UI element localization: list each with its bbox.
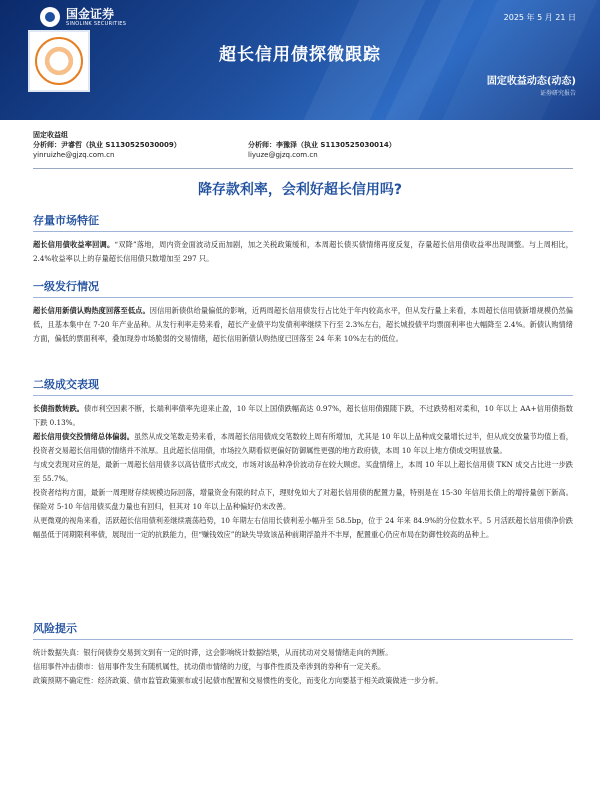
paragraph-text: 债市利空因素不断，长端利率债率先迎来止盈，10 年以上国债跌幅高达 0.97%，超长信用债跟随下跌，不过跌势相对柔和，10 年以上 AA+信用债指数下跌 0.13%。: [33, 404, 573, 427]
paragraph: [33, 304, 573, 346]
paragraph-text: “双降”落地，周内资金面波动反而加剧，加之关税政策缓和，本周超长债买债情绪再度反复，存量超长信用债收益率出现调整。与上周相比，2.4%收益率以上的存量超长信用债只数增加至 297 只。: [33, 240, 573, 263]
paragraph: 政策预期不确定性：经济政策、债市监管政策颁布或引起债市配置和交易惯性的变化，而变化方向要基于相关政策做进一步分析。: [33, 676, 443, 685]
section-heading: 二级成交表现: [33, 376, 573, 396]
paragraph: 与成交表现对应的是，最新一周超长信用债多以高估值形式成交，市场对该品种净价波动存在较大顾虑。买盘情绪上，本周 10 年以上超长信用债 TKN 成交占比进一步跌至 55.7%。: [33, 460, 573, 483]
article-title: 降存款利率，会利好超长信用吗?: [197, 182, 403, 198]
report-series-title: 超长信用债探微跟踪: [219, 45, 381, 65]
logo-name-cn: 国金证券: [66, 6, 115, 21]
section-primary-issuance: [33, 278, 573, 346]
paragraph-text: 因信用新债供给量偏低的影响，近两周超长信用债发行占比处于年内较高水平，但从发行量上来看，本周超长信用债新增规模仍然偏低，且基本集中在 7-20 年产业品种。从发行利率走势来看，超长产业债平均发债利率继续下行至 2.3%左右，超长城投债平均票面利率也大幅降至 2.4%。新债认购情绪方面，偏低的票面利率，叠加现券市场脆弱的交易情绪，超长信用新债认购热度已回落至 24 年来 10%左右的低位。: [33, 306, 573, 343]
author-block: [33, 130, 573, 160]
section-secondary-trading: [33, 376, 573, 542]
analyst-2: 分析师：李豫泽（执业 S1130525030014）: [248, 141, 396, 149]
report-category: 固定收益动态(动态): [486, 76, 576, 87]
section-heading: 一级发行情况: [33, 278, 573, 298]
paragraph-lead: 超长信用新债认购热度回落至低点。: [33, 306, 150, 315]
report-date: 2025 年 5 月 21 日: [503, 13, 576, 22]
analyst-1: 分析师：尹睿哲（执业 S1130525030009）: [33, 141, 181, 149]
header-banner: [0, 0, 600, 120]
analyst-1-email[interactable]: yinruizhe@gjzq.com.cn: [33, 151, 115, 159]
paragraph-lead: 长债指数转跌。: [33, 404, 84, 413]
team-name: 固定收益组: [33, 131, 68, 139]
section-stock-market: [33, 212, 573, 266]
paragraph-lead: 超长信用债收益率回调。: [33, 240, 115, 249]
paragraph: [33, 238, 573, 266]
paragraph: 投资者结构方面，最新一周理财存续规模边际回落，增量资金有限的时点下，理财免如大了对超长信用债的配置力量，特别是在 15-30 年信用长债上的增持量创下新高。保险对 5-10 年信用债买盘力量也有回归，但其对 10 年以上品种偏好仍未改善。: [33, 488, 573, 511]
section-risk-warning: [33, 620, 573, 688]
paragraph: 统计数据失真：银行间债券交易到文到有一定的时滞，这会影响统计数据结果，从而扰动对交易情绪走向的判断。: [33, 648, 393, 657]
paragraph: [33, 402, 573, 430]
company-logo: [40, 7, 126, 27]
divider: [33, 168, 573, 169]
logo-icon: [40, 7, 60, 27]
section-heading: 存量市场特征: [33, 212, 573, 232]
paragraph-text: 虽然从成交笔数走势来看，本周超长信用债成交笔数较上周有所增加，尤其是 10 年以上品种成交量增长过半，但从成交放量节均值上看，投资者交易超长信用债的情绪并不浓厚。且此超长信用债，市场拉久期看似更偏好防御属性更强的地方政府债，本周 10 年以上地方债成交明显放量。: [33, 432, 573, 455]
paragraph: 从更微观的视角来看，活跃超长信用债利差继续震荡趋势，10 年期左右信用长债利差小幅升至 58.5bp，位于 24 年来 84.9%的分位数水平。5 月活跃超长信用债净价跌幅虽低于同期限利率债，展现出一定的抗跌能力，但“赚钱效应”的缺失导致该品种前期浮盈并不丰厚，配置重心仍应布局在防御性较高的品种上。: [33, 516, 573, 539]
paragraph: 信用事件冲击债市：信用事件发生有随机属性，扰动债市情绪的力度，与事件性质及牵涉到的券种有一定关系。: [33, 662, 386, 671]
paragraph-lead: 超长信用债交投情绪总体偏弱。: [33, 432, 134, 441]
section-heading: 风险提示: [33, 620, 573, 640]
report-type: 证券研究报告: [539, 90, 576, 97]
analyst-2-email[interactable]: liyuze@gjzq.com.cn: [248, 151, 318, 159]
logo-name-en: SINOLINK SECURITIES: [66, 20, 127, 27]
paragraph: [33, 430, 573, 458]
